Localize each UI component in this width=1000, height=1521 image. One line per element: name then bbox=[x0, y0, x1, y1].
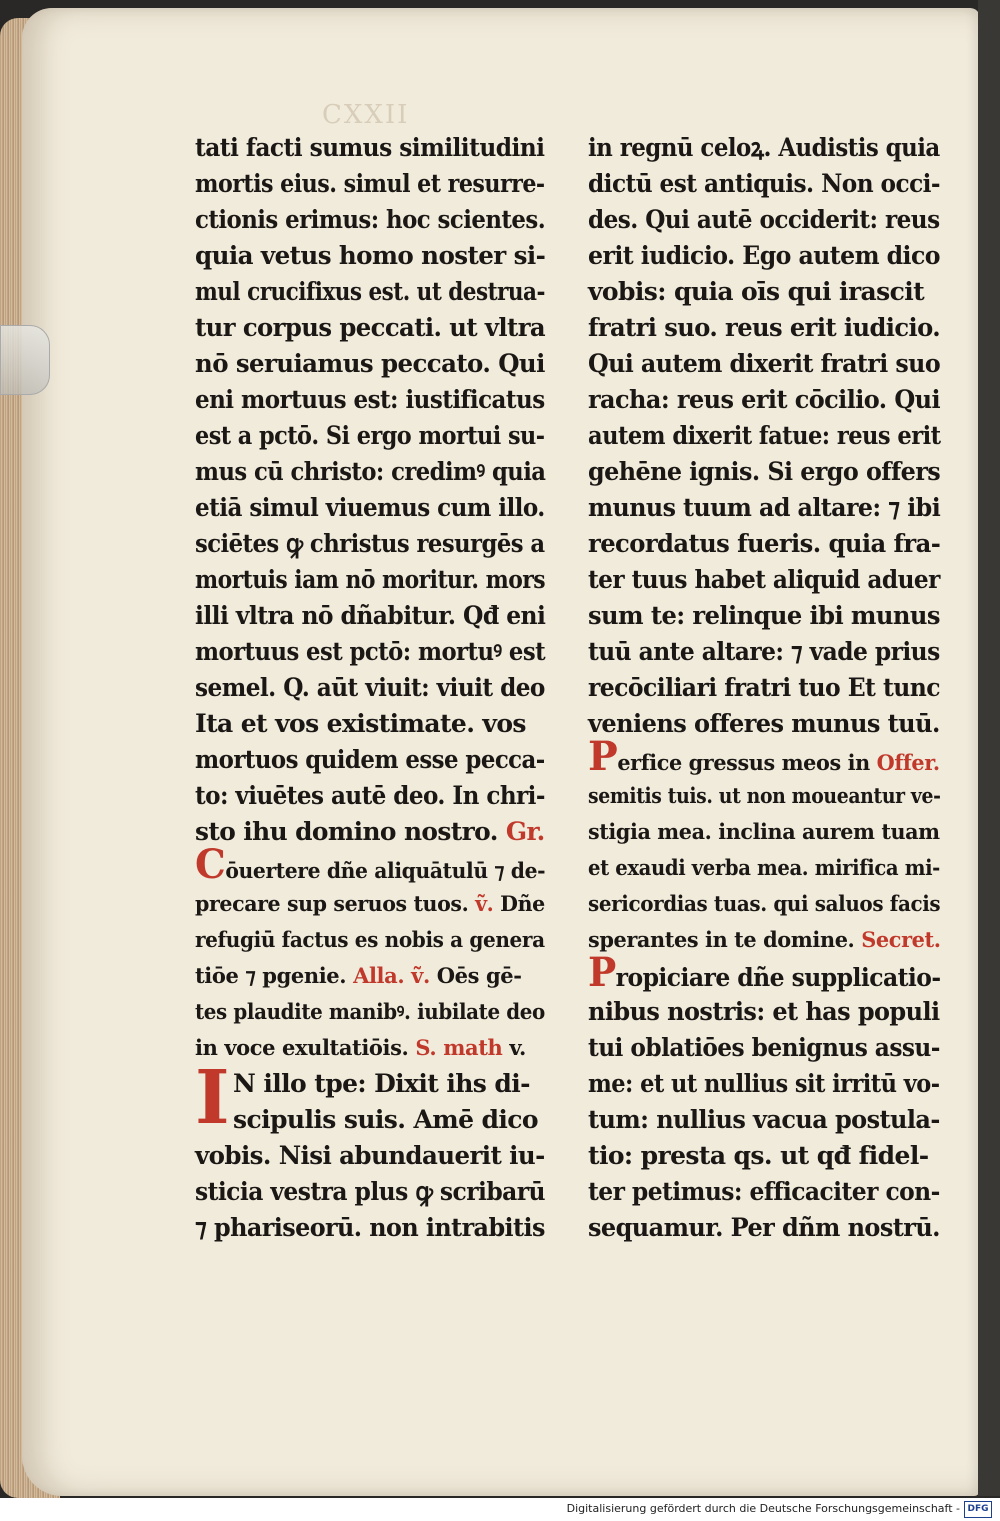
left-line bbox=[195, 454, 545, 490]
left-line bbox=[195, 310, 545, 346]
right-line bbox=[588, 1174, 940, 1210]
right-line bbox=[588, 733, 940, 780]
left-line bbox=[195, 346, 545, 382]
left-line bbox=[195, 742, 545, 778]
left-line bbox=[195, 670, 545, 706]
left-line bbox=[195, 490, 545, 526]
line-text: est a pctō. Si ergo mortui su- bbox=[195, 421, 545, 450]
line-text: recordatus fueris. quia fra- bbox=[588, 529, 941, 558]
line-text: nō seruiamus peccato. bbox=[195, 349, 499, 378]
line-text: quia vetus homo noster si- bbox=[195, 241, 546, 270]
line-text: gehēne ignis. Si ergo offers bbox=[588, 457, 941, 486]
left-line bbox=[195, 886, 545, 922]
line-text: mortuos quidem esse pecca- bbox=[195, 745, 545, 774]
line-text: veniens offeres munus tuū. bbox=[588, 709, 940, 738]
left-line bbox=[195, 202, 545, 238]
line-text: autem dixerit fatue: reus erit bbox=[588, 421, 941, 450]
line-text: sperantes in te domine. bbox=[588, 927, 862, 952]
right-line bbox=[588, 994, 940, 1030]
dfg-logo: DFG bbox=[964, 1501, 992, 1518]
left-line bbox=[195, 1102, 545, 1138]
left-line bbox=[195, 418, 545, 454]
right-line bbox=[588, 1066, 940, 1102]
left-line bbox=[195, 1174, 545, 1210]
line-text: in regnū celoꝝ. Audistis quia bbox=[588, 133, 940, 162]
left-line bbox=[195, 238, 545, 274]
line-text: nibus nostris: et has populi bbox=[588, 997, 940, 1026]
right-line bbox=[588, 1102, 940, 1138]
left-line bbox=[195, 994, 545, 1030]
line-text: ropiciare dñe supplicatio- bbox=[615, 963, 941, 992]
line-text: eni mortuus est: iustificatus bbox=[195, 385, 545, 414]
line-text: semitis tuis. ut non moueantur ve- bbox=[588, 783, 941, 808]
right-text-column bbox=[588, 130, 940, 1246]
decorated-initial: I bbox=[195, 1055, 230, 1141]
line-text: mortuus est pctō: mortuꝰ est bbox=[195, 637, 546, 666]
line-text: scipulis suis. Amē dico bbox=[233, 1105, 539, 1134]
rubric-text: Alla. ṽ. bbox=[353, 963, 430, 988]
line-text: recōciliari fratri tuo Et tunc bbox=[588, 673, 940, 702]
page-clip bbox=[0, 325, 50, 395]
right-line bbox=[588, 238, 940, 274]
right-line bbox=[588, 886, 940, 922]
line-text: sequamur. Per dñm nostrū. bbox=[588, 1213, 940, 1242]
right-line bbox=[588, 814, 940, 850]
left-line bbox=[195, 841, 546, 888]
right-line bbox=[588, 778, 940, 814]
scan-right-border bbox=[978, 0, 1000, 1496]
line-text: tiōe ⁊ pgenie. bbox=[195, 963, 354, 988]
right-line bbox=[588, 598, 940, 634]
right-line bbox=[588, 922, 940, 958]
funding-credit: Digitalisierung gefördert durch die Deutsche Forschungsgemeinschaft - bbox=[566, 1502, 960, 1515]
right-line bbox=[588, 166, 940, 202]
rubric-text: ṽ. bbox=[475, 891, 494, 916]
line-text: in voce exultatiōis. bbox=[195, 1035, 416, 1060]
line-text: ctionis erimus: hoc scientes. bbox=[195, 205, 546, 234]
line-text: refugiū factus es nobis a genera bbox=[195, 927, 545, 952]
rubric-text: Offer. bbox=[876, 750, 940, 775]
line-text: fratri suo. reus erit iudicio. bbox=[588, 313, 941, 342]
line-text: mortis eius. simul et resurre- bbox=[195, 169, 545, 198]
left-line bbox=[195, 1210, 545, 1246]
line-text: tuū ante altare: ⁊ vade prius bbox=[588, 637, 940, 666]
right-line bbox=[588, 418, 940, 454]
right-line bbox=[588, 526, 940, 562]
right-line bbox=[588, 202, 940, 238]
line-text: ōuertere dñe aliquātulū ⁊ de- bbox=[225, 858, 546, 883]
line-tail-text: v. bbox=[502, 1035, 526, 1060]
line-text: to: viuētes autē deo. In chri- bbox=[195, 781, 545, 810]
left-line bbox=[195, 958, 545, 994]
right-line bbox=[588, 562, 940, 598]
right-line bbox=[588, 706, 940, 742]
line-text: vobis. Nisi abundauerit iu- bbox=[195, 1141, 545, 1170]
line-text: tes plaudite manibꝰ. iubilate deo bbox=[195, 999, 545, 1024]
line-text: vobis: quia oīs qui irascit bbox=[588, 277, 925, 306]
footer-bar bbox=[0, 1498, 1000, 1521]
line-text: et exaudi verba mea. mirifica mi- bbox=[588, 855, 940, 880]
line-text: ⁊ phariseorū. non intrabitis bbox=[195, 1213, 545, 1242]
line-text: stigia mea. inclina aurem tuam bbox=[588, 819, 940, 844]
right-line bbox=[588, 634, 940, 670]
left-line bbox=[195, 382, 545, 418]
line-text: sericordias tuas. qui saluos facis bbox=[588, 891, 941, 916]
line-text: dictū est antiquis. Non occi- bbox=[588, 169, 941, 198]
red-initial: P bbox=[588, 733, 618, 780]
left-line bbox=[195, 274, 545, 310]
right-line bbox=[588, 310, 940, 346]
line-text: Qui autem dixerit fratri suo bbox=[588, 349, 941, 378]
right-line bbox=[588, 949, 941, 996]
rubric-text: Secret. bbox=[861, 927, 941, 952]
line-text: ter tuus habet aliquid aduer bbox=[588, 565, 940, 594]
line-text: ter petimus: efficaciter con- bbox=[588, 1177, 940, 1206]
left-line bbox=[195, 706, 545, 742]
right-line bbox=[588, 382, 940, 418]
left-line bbox=[195, 166, 545, 202]
line-tail-text: Qui bbox=[498, 349, 545, 378]
line-text: N illo tpe: Dixit ihs di- bbox=[233, 1069, 530, 1098]
right-line bbox=[588, 274, 940, 310]
left-line bbox=[195, 1030, 545, 1066]
line-text: sciētes ꝙ christus resurgēs a bbox=[195, 529, 545, 558]
rubric-text: S. math bbox=[415, 1035, 503, 1060]
rubric-text: Gr. bbox=[505, 817, 545, 846]
left-text-column bbox=[195, 130, 545, 1246]
right-line bbox=[588, 346, 940, 382]
left-line bbox=[195, 598, 545, 634]
right-line bbox=[588, 1030, 940, 1066]
right-line bbox=[588, 850, 940, 886]
line-tail-text: Dñe bbox=[493, 891, 545, 916]
line-text: precare sup seruos tuos. bbox=[195, 891, 476, 916]
line-text: me: et ut nullius sit irritū vo- bbox=[588, 1069, 940, 1098]
line-text: etiā simul viuemus cum illo. bbox=[195, 493, 545, 522]
right-line bbox=[588, 130, 940, 166]
left-line bbox=[195, 634, 545, 670]
line-tail-text: Oēs gē- bbox=[429, 963, 522, 988]
left-line bbox=[195, 1138, 545, 1174]
line-text: sum te: relinque ibi munus bbox=[588, 601, 940, 630]
line-text: semel. Q. aūt viuit: viuit deo bbox=[195, 673, 545, 702]
left-line bbox=[195, 130, 545, 166]
left-line bbox=[195, 814, 545, 850]
line-text: sticia vestra plus ꝙ scribarū bbox=[195, 1177, 545, 1206]
right-line bbox=[588, 454, 940, 490]
line-text: illi vltra nō dñabitur. Qđ eni bbox=[195, 601, 546, 630]
line-text: mortuis iam nō moritur. mors bbox=[195, 565, 546, 594]
line-text: Ita et vos existimate. vos bbox=[195, 709, 526, 738]
line-text: tio: presta qs. ut qđ fidel- bbox=[588, 1141, 929, 1170]
line-text: tati facti sumus similitudini bbox=[195, 133, 545, 162]
line-text: mul crucifixus est. ut destrua- bbox=[195, 277, 545, 306]
right-line bbox=[588, 1138, 940, 1174]
line-text: mus cū christo: credimꝰ quia bbox=[195, 457, 546, 486]
red-initial: C bbox=[195, 841, 226, 888]
left-line bbox=[195, 562, 545, 598]
line-text: munus tuum ad altare: ⁊ ibi bbox=[588, 493, 941, 522]
folio-number: CXXII bbox=[322, 100, 410, 130]
line-text: racha: reus erit cōcilio. Qui bbox=[588, 385, 941, 414]
left-line bbox=[195, 922, 545, 958]
right-line bbox=[588, 490, 940, 526]
right-line bbox=[588, 1210, 940, 1246]
left-line bbox=[195, 526, 545, 562]
line-text: des. Qui autē occiderit: reus bbox=[588, 205, 940, 234]
line-text: tui oblatiōes benignus assu- bbox=[588, 1033, 940, 1062]
line-text: tur corpus peccati. ut vltra bbox=[195, 313, 546, 342]
line-text: sto ihu domino nostro. bbox=[195, 817, 506, 846]
line-text: erit iudicio. Ego autem dico bbox=[588, 241, 940, 270]
left-line bbox=[195, 778, 545, 814]
right-line bbox=[588, 670, 940, 706]
line-text: erfice gressus meos in bbox=[617, 750, 877, 775]
line-text: tum: nullius vacua postula- bbox=[588, 1105, 940, 1134]
red-initial: P bbox=[588, 949, 616, 996]
